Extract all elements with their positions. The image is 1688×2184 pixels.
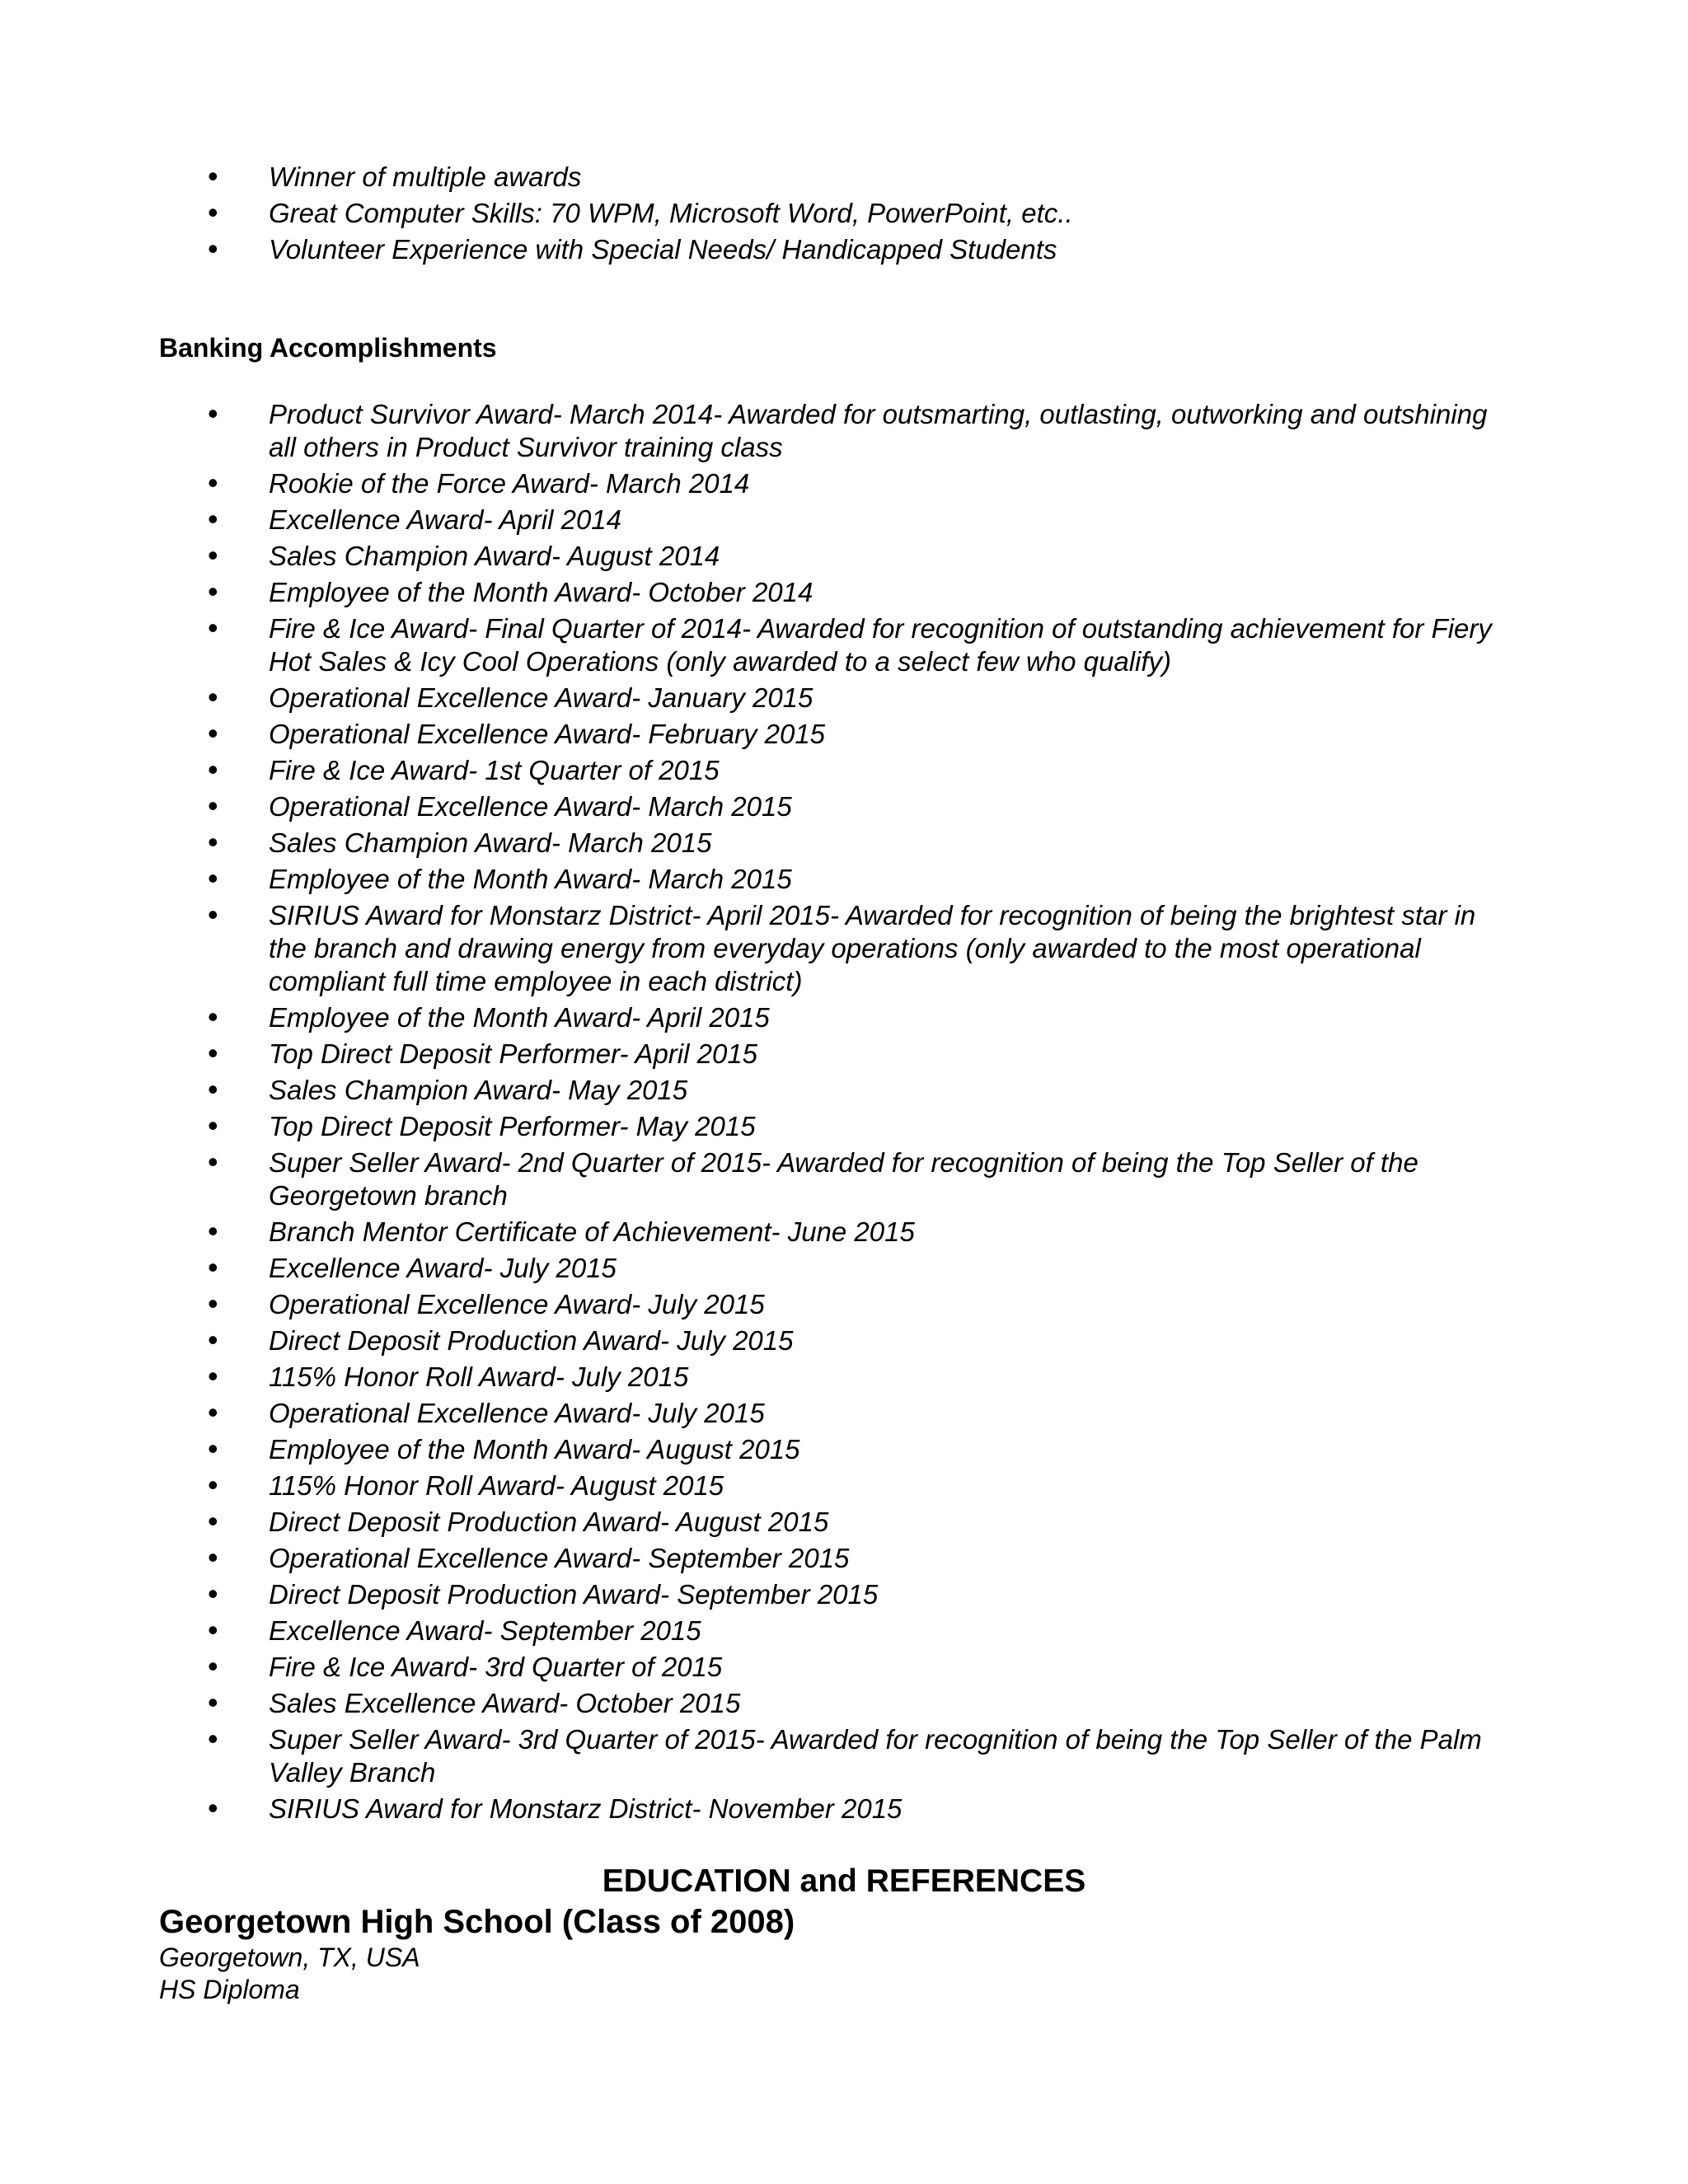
list-item-text: Employee of the Month Award- April 2015 <box>269 1002 770 1033</box>
list-item <box>157 682 1508 715</box>
list-item <box>157 1542 1508 1575</box>
list-item-text: Direct Deposit Production Award- August 2015 <box>269 1507 829 1537</box>
bullet-icon: • <box>208 1468 218 1502</box>
bullet-icon: • <box>208 1036 218 1070</box>
list-item-text: Sales Champion Award- March 2015 <box>269 827 712 858</box>
list-item-text: Operational Excellence Award- July 2015 <box>269 1398 765 1428</box>
list-item <box>157 863 1508 896</box>
list-item-text: Excellence Award- July 2015 <box>269 1253 617 1283</box>
list-item <box>157 197 1508 230</box>
list-item-text: SIRIUS Award for Monstarz District- April 2015- Awarded for recognition of being the brightest star in the branch and drawing energy from everyday operations (only awarded to the most operational compliant full time employee in each district) <box>269 900 1476 996</box>
list-item-text: Winner of multiple awards <box>269 162 582 192</box>
list-item <box>157 1433 1508 1466</box>
list-item <box>157 1001 1508 1034</box>
bullet-icon: • <box>208 1432 218 1465</box>
list-item <box>157 161 1508 194</box>
school-location: Georgetown, TX, USA <box>159 1943 420 1972</box>
bullet-icon: • <box>208 1145 218 1179</box>
bullet-icon: • <box>208 396 218 430</box>
list-item-text: Sales Excellence Award- October 2015 <box>269 1688 741 1718</box>
list-item <box>157 467 1508 500</box>
list-item <box>157 1110 1508 1143</box>
bullet-icon: • <box>208 1286 218 1320</box>
list-item-text: SIRIUS Award for Monstarz District- November 2015 <box>269 1793 903 1824</box>
list-item <box>157 398 1508 464</box>
list-item-text: Super Seller Award- 3rd Quarter of 2015- Awarded for recognition of being the Top Seller of the Palm Valley Branch <box>269 1724 1482 1788</box>
school-name: Georgetown High School (Class of 2008) <box>159 1904 795 1940</box>
list-item <box>157 1288 1508 1321</box>
banking-heading: Banking Accomplishments <box>159 333 497 363</box>
list-item <box>157 827 1508 860</box>
bullet-icon: • <box>208 1108 218 1142</box>
bullet-icon: • <box>208 1504 218 1538</box>
bullet-icon: • <box>208 1613 218 1647</box>
list-item-text: Operational Excellence Award- July 2015 <box>269 1289 765 1319</box>
list-item-text: Employee of the Month Award- August 2015 <box>269 1434 800 1465</box>
list-item-text: 115% Honor Roll Award- July 2015 <box>269 1361 689 1392</box>
bullet-icon: • <box>208 861 218 895</box>
bullet-icon: • <box>208 1540 218 1574</box>
list-item-text: Top Direct Deposit Performer- May 2015 <box>269 1111 756 1141</box>
list-item-text: Excellence Award- September 2015 <box>269 1615 701 1646</box>
list-item-text: Rookie of the Force Award- March 2014 <box>269 468 750 499</box>
bullet-icon: • <box>208 502 218 536</box>
bullet-icon: • <box>208 716 218 750</box>
list-item-text: Top Direct Deposit Performer- April 2015 <box>269 1038 758 1069</box>
list-item <box>157 1038 1508 1071</box>
banking-accomplishments-list <box>157 398 1508 1829</box>
bullet-icon: • <box>208 1649 218 1683</box>
list-item <box>157 1469 1508 1502</box>
skills-list <box>157 161 1508 269</box>
bullet-icon: • <box>208 1395 218 1429</box>
list-item <box>157 1793 1508 1825</box>
bullet-icon: • <box>208 611 218 644</box>
list-item-text: Fire & Ice Award- Final Quarter of 2014- Awarded for recognition of outstanding achievement for Fiery Hot Sales & Icy Cool Operations (only awarded to a select few who qualify) <box>269 613 1492 677</box>
list-item <box>157 576 1508 609</box>
list-item-text: Employee of the Month Award- March 2015 <box>269 864 792 894</box>
list-item <box>157 790 1508 823</box>
bullet-icon: • <box>208 1685 218 1719</box>
list-item-text: Employee of the Month Award- October 2014 <box>269 577 814 607</box>
bullet-icon: • <box>208 1722 218 1755</box>
list-item <box>157 612 1508 678</box>
list-item <box>157 899 1508 998</box>
list-item-text: Fire & Ice Award- 3rd Quarter of 2015 <box>269 1652 723 1682</box>
bullet-icon: • <box>208 159 218 193</box>
bullet-icon: • <box>208 1323 218 1357</box>
bullet-icon: • <box>208 1072 218 1106</box>
list-item <box>157 1216 1508 1249</box>
list-item-text: Sales Champion Award- May 2015 <box>269 1075 688 1105</box>
bullet-icon: • <box>208 1214 218 1248</box>
bullet-icon: • <box>208 195 218 229</box>
list-item <box>157 1687 1508 1720</box>
list-item-text: Excellence Award- April 2014 <box>269 504 622 535</box>
bullet-icon: • <box>208 789 218 823</box>
list-item <box>157 1651 1508 1684</box>
bullet-icon: • <box>208 1577 218 1610</box>
list-item <box>157 1506 1508 1539</box>
list-item <box>157 1615 1508 1647</box>
bullet-icon: • <box>208 1359 218 1393</box>
bullet-icon: • <box>208 574 218 608</box>
list-item-text: Operational Excellence Award- February 2015 <box>269 719 826 749</box>
bullet-icon: • <box>208 538 218 572</box>
education-heading: EDUCATION and REFERENCES <box>602 1863 1086 1899</box>
bullet-icon: • <box>208 1250 218 1284</box>
list-item-text: Operational Excellence Award- January 2015 <box>269 682 814 713</box>
list-item <box>157 754 1508 787</box>
list-item-text: Volunteer Experience with Special Needs/ Handicapped Students <box>269 234 1057 265</box>
list-item <box>157 233 1508 266</box>
list-item <box>157 1723 1508 1789</box>
list-item-text: Fire & Ice Award- 1st Quarter of 2015 <box>269 755 720 785</box>
bullet-icon: • <box>208 232 218 265</box>
bullet-icon: • <box>208 680 218 714</box>
list-item-text: 115% Honor Roll Award- August 2015 <box>269 1470 724 1501</box>
list-item <box>157 504 1508 537</box>
list-item <box>157 1324 1508 1357</box>
list-item-text: Direct Deposit Production Award- July 2015 <box>269 1325 794 1356</box>
list-item-text: Operational Excellence Award- September 2015 <box>269 1543 850 1573</box>
list-item <box>157 540 1508 573</box>
list-item-text: Sales Champion Award- August 2014 <box>269 541 720 571</box>
bullet-icon: • <box>208 825 218 859</box>
list-item-text: Product Survivor Award- March 2014- Awarded for outsmarting, outlasting, outworking and outshining all others in Product Survivor training class <box>269 399 1488 462</box>
list-item <box>157 1578 1508 1611</box>
bullet-icon: • <box>208 752 218 786</box>
school-diploma: HS Diploma <box>159 1975 300 2004</box>
list-item <box>157 718 1508 751</box>
list-item <box>157 1252 1508 1285</box>
list-item-text: Direct Deposit Production Award- September 2015 <box>269 1579 879 1610</box>
list-item-text: Great Computer Skills: 70 WPM, Microsoft Word, PowerPoint, etc.. <box>269 198 1073 228</box>
list-item-text: Super Seller Award- 2nd Quarter of 2015- Awarded for recognition of being the Top Seller of the Georgetown branch <box>269 1147 1418 1211</box>
bullet-icon: • <box>208 898 218 931</box>
bullet-icon: • <box>208 466 218 499</box>
list-item <box>157 1146 1508 1212</box>
list-item <box>157 1397 1508 1430</box>
bullet-icon: • <box>208 1000 218 1033</box>
list-item <box>157 1361 1508 1394</box>
list-item-text: Operational Excellence Award- March 2015 <box>269 791 792 822</box>
bullet-icon: • <box>208 1791 218 1825</box>
list-item <box>157 1074 1508 1107</box>
list-item-text: Branch Mentor Certificate of Achievement- June 2015 <box>269 1216 915 1247</box>
